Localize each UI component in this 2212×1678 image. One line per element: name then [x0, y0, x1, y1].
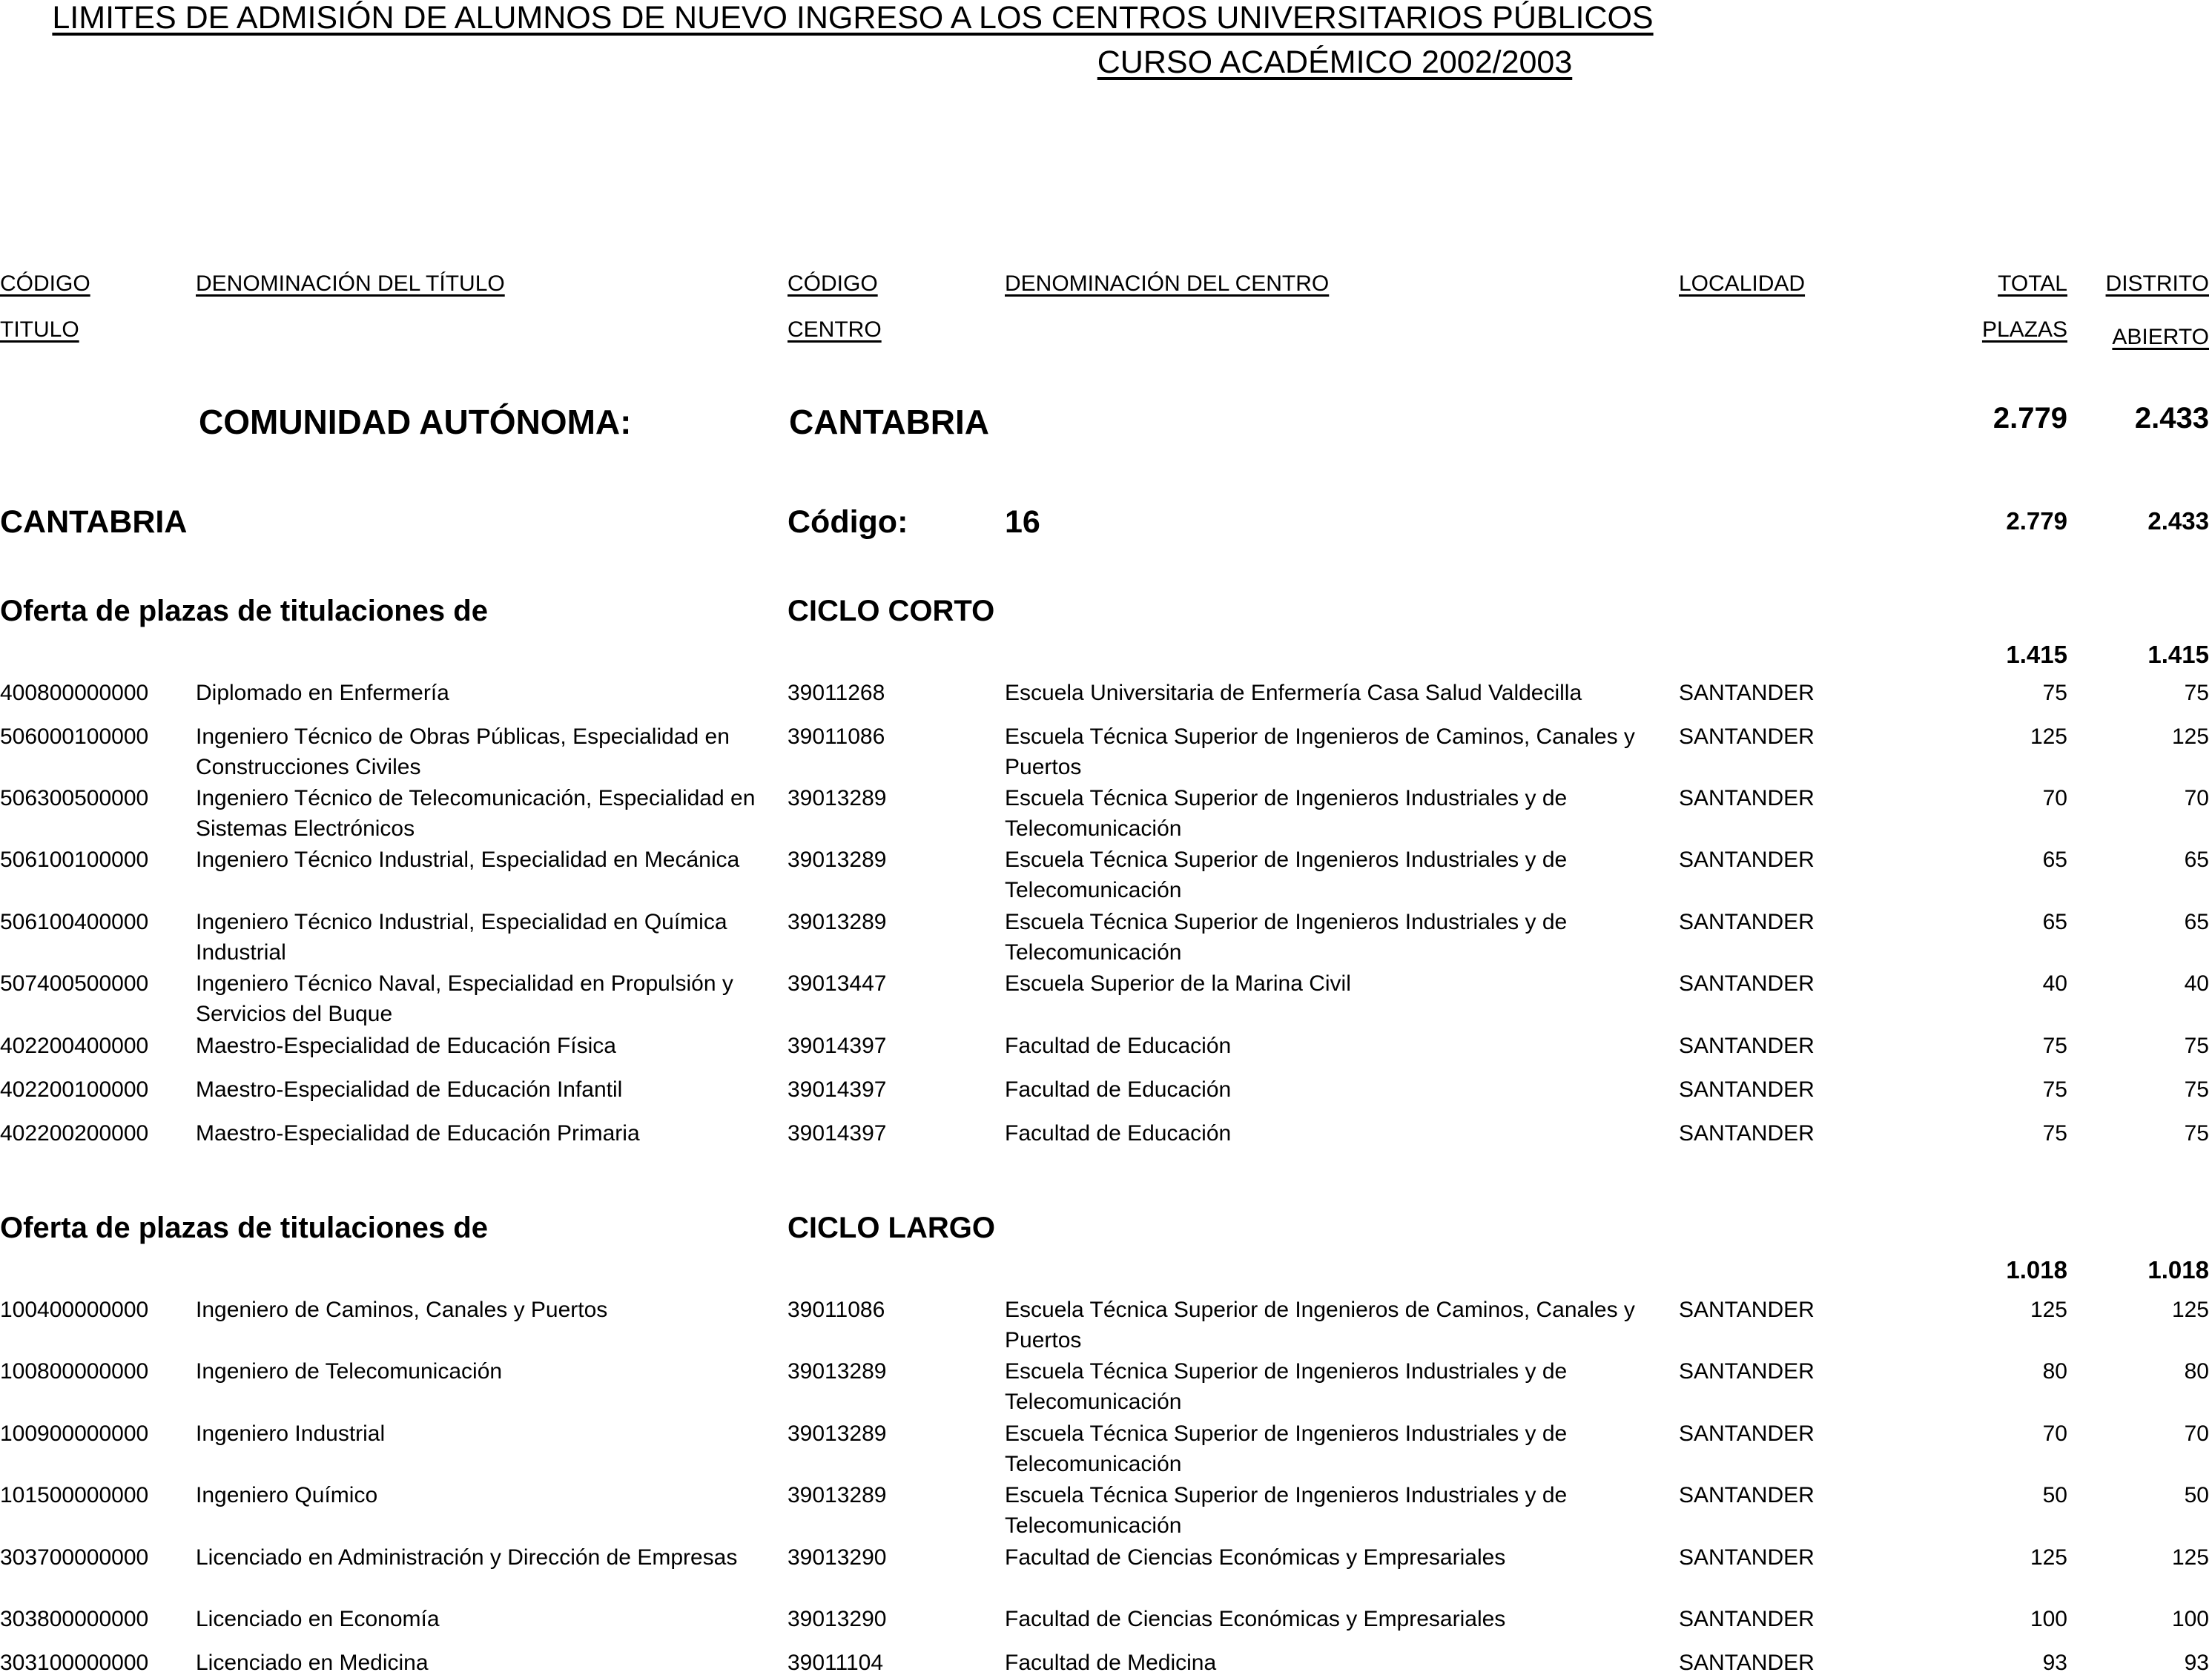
- row-localidad: SANTANDER: [1679, 1034, 1815, 1058]
- comunidad-distrito: 2.433: [2134, 402, 2209, 435]
- row-denominacion-titulo: Ingeniero Técnico Industrial, Especialidad en Mecánica: [196, 848, 740, 872]
- section-ciclo: CICLO CORTO: [788, 595, 995, 627]
- row-localidad: SANTANDER: [1679, 910, 1815, 934]
- row-codigo-titulo: 507400500000: [0, 971, 149, 996]
- row-denominacion-titulo: Maestro-Especialidad de Educación Física: [196, 1034, 616, 1058]
- header-localidad: LOCALIDAD: [1679, 271, 1806, 296]
- universidad-codigo-label: Código:: [788, 504, 908, 540]
- row-localidad: SANTANDER: [1679, 1651, 1815, 1675]
- row-total-plazas: 100: [2030, 1607, 2067, 1631]
- row-localidad: SANTANDER: [1679, 971, 1815, 996]
- row-total-plazas: 70: [2042, 786, 2067, 810]
- header-centro: CENTRO: [788, 317, 882, 342]
- row-codigo-centro: 39013289: [788, 910, 887, 934]
- row-codigo-titulo: 100900000000: [0, 1421, 149, 1446]
- row-denominacion-centro: Facultad de Medicina: [1005, 1651, 1217, 1675]
- universidad-codigo: 16: [1005, 504, 1040, 540]
- row-distrito-abierto: 100: [2171, 1607, 2209, 1631]
- universidad-total: 2.779: [2006, 507, 2067, 535]
- row-denominacion-centro: Facultad de Ciencias Económicas y Empresariales: [1005, 1607, 1506, 1631]
- row-localidad: SANTANDER: [1679, 786, 1815, 810]
- row-distrito-abierto: 93: [2184, 1651, 2209, 1675]
- row-denominacion-titulo: Maestro-Especialidad de Educación Infantil: [196, 1077, 623, 1102]
- row-denominacion-centro: Escuela Técnica Superior de Ingenieros de Caminos, Canales y Puertos: [1005, 724, 1635, 779]
- row-total-plazas: 80: [2042, 1359, 2067, 1384]
- row-total-plazas: 75: [2042, 1077, 2067, 1102]
- row-localidad: SANTANDER: [1679, 681, 1815, 705]
- row-distrito-abierto: 40: [2184, 971, 2209, 996]
- header-codigo-titulo: CÓDIGO: [0, 271, 90, 296]
- section-label: Oferta de plazas de titulaciones de: [0, 1212, 488, 1244]
- row-denominacion-titulo: Ingeniero Técnico de Obras Públicas, Especialidad en Construcciones Civiles: [196, 724, 730, 779]
- row-codigo-titulo: 100800000000: [0, 1359, 149, 1384]
- row-denominacion-titulo: Ingeniero Químico: [196, 1483, 378, 1507]
- header-total: TOTAL: [1998, 271, 2067, 296]
- row-codigo-centro: 39014397: [788, 1077, 887, 1102]
- row-total-plazas: 70: [2042, 1421, 2067, 1446]
- row-codigo-centro: 39013447: [788, 971, 887, 996]
- header-denominacion-centro: DENOMINACIÓN DEL CENTRO: [1005, 271, 1330, 296]
- row-codigo-centro: 39013289: [788, 786, 887, 810]
- row-denominacion-titulo: Maestro-Especialidad de Educación Primaria: [196, 1121, 640, 1146]
- row-codigo-titulo: 400800000000: [0, 681, 149, 705]
- row-denominacion-centro: Facultad de Ciencias Económicas y Empresariales: [1005, 1545, 1506, 1570]
- row-distrito-abierto: 125: [2171, 1545, 2209, 1570]
- row-total-plazas: 65: [2042, 848, 2067, 872]
- row-localidad: SANTANDER: [1679, 1545, 1815, 1570]
- row-distrito-abierto: 75: [2184, 681, 2209, 705]
- section-ciclo: CICLO LARGO: [788, 1212, 995, 1244]
- row-denominacion-titulo: Ingeniero Técnico Naval, Especialidad en Propulsión y Servicios del Buque: [196, 971, 733, 1026]
- header-titulo: TITULO: [0, 317, 79, 342]
- row-denominacion-centro: Escuela Superior de la Marina Civil: [1005, 971, 1351, 996]
- row-codigo-titulo: 506300500000: [0, 786, 149, 810]
- row-denominacion-titulo: Licenciado en Economía: [196, 1607, 440, 1631]
- row-codigo-titulo: 100400000000: [0, 1298, 149, 1322]
- row-codigo-centro: 39013289: [788, 1421, 887, 1446]
- row-total-plazas: 75: [2042, 1121, 2067, 1146]
- row-distrito-abierto: 75: [2184, 1034, 2209, 1058]
- universidad-name: CANTABRIA: [0, 504, 188, 540]
- header-codigo-centro: CÓDIGO: [788, 271, 878, 296]
- row-distrito-abierto: 75: [2184, 1077, 2209, 1102]
- row-distrito-abierto: 50: [2184, 1483, 2209, 1507]
- row-denominacion-centro: Facultad de Educación: [1005, 1121, 1232, 1146]
- row-codigo-centro: 39013290: [788, 1607, 887, 1631]
- row-denominacion-titulo: Ingeniero de Telecomunicación: [196, 1359, 503, 1384]
- row-codigo-centro: 39013289: [788, 848, 887, 872]
- row-total-plazas: 75: [2042, 1034, 2067, 1058]
- section-total: 1.415: [2006, 641, 2067, 668]
- row-codigo-titulo: 402200100000: [0, 1077, 149, 1102]
- row-codigo-titulo: 303700000000: [0, 1545, 149, 1570]
- row-distrito-abierto: 65: [2184, 910, 2209, 934]
- row-denominacion-titulo: Diplomado en Enfermería: [196, 681, 449, 705]
- row-localidad: SANTANDER: [1679, 1298, 1815, 1322]
- row-codigo-centro: 39014397: [788, 1034, 887, 1058]
- universidad-distrito: 2.433: [2147, 507, 2209, 535]
- row-codigo-titulo: 402200400000: [0, 1034, 149, 1058]
- row-distrito-abierto: 80: [2184, 1359, 2209, 1384]
- row-denominacion-centro: Escuela Técnica Superior de Ingenieros de Caminos, Canales y Puertos: [1005, 1298, 1635, 1352]
- row-codigo-titulo: 303800000000: [0, 1607, 149, 1631]
- row-total-plazas: 65: [2042, 910, 2067, 934]
- row-total-plazas: 93: [2042, 1651, 2067, 1675]
- row-codigo-titulo: 402200200000: [0, 1121, 149, 1146]
- row-codigo-titulo: 303100000000: [0, 1651, 149, 1675]
- row-codigo-centro: 39013289: [788, 1359, 887, 1384]
- row-codigo-titulo: 101500000000: [0, 1483, 149, 1507]
- row-denominacion-titulo: Ingeniero Técnico Industrial, Especialidad en Química Industrial: [196, 910, 727, 965]
- row-total-plazas: 125: [2030, 1298, 2067, 1322]
- row-codigo-centro: 39013290: [788, 1545, 887, 1570]
- header-distrito: DISTRITO: [2105, 271, 2209, 296]
- document-subtitle: CURSO ACADÉMICO 2002/2003: [1097, 44, 1573, 80]
- row-localidad: SANTANDER: [1679, 1483, 1815, 1507]
- row-codigo-titulo: 506100100000: [0, 848, 149, 872]
- row-denominacion-centro: Facultad de Educación: [1005, 1077, 1232, 1102]
- row-denominacion-centro: Escuela Universitaria de Enfermería Casa Salud Valdecilla: [1005, 681, 1582, 705]
- row-denominacion-centro: Escuela Técnica Superior de Ingenieros Industriales y de Telecomunicación: [1005, 848, 1568, 902]
- header-denominacion-titulo: DENOMINACIÓN DEL TÍTULO: [196, 271, 505, 296]
- row-denominacion-centro: Escuela Técnica Superior de Ingenieros Industriales y de Telecomunicación: [1005, 1421, 1568, 1476]
- row-denominacion-titulo: Ingeniero Técnico de Telecomunicación, Especialidad en Sistemas Electrónicos: [196, 786, 756, 841]
- row-localidad: SANTANDER: [1679, 1607, 1815, 1631]
- row-codigo-centro: 39011104: [788, 1651, 884, 1675]
- row-denominacion-titulo: Ingeniero Industrial: [196, 1421, 386, 1446]
- row-total-plazas: 125: [2030, 724, 2067, 749]
- row-total-plazas: 125: [2030, 1545, 2067, 1570]
- section-total: 1.018: [2006, 1256, 2067, 1284]
- row-denominacion-centro: Escuela Técnica Superior de Ingenieros Industriales y de Telecomunicación: [1005, 910, 1568, 965]
- row-distrito-abierto: 70: [2184, 786, 2209, 810]
- section-distrito: 1.018: [2147, 1256, 2209, 1284]
- row-codigo-centro: 39011086: [788, 724, 885, 749]
- row-denominacion-titulo: Licenciado en Administración y Dirección de Empresas: [196, 1545, 738, 1570]
- row-codigo-titulo: 506100400000: [0, 910, 149, 934]
- row-codigo-centro: 39011268: [788, 681, 885, 705]
- section-label: Oferta de plazas de titulaciones de: [0, 595, 488, 627]
- row-total-plazas: 50: [2042, 1483, 2067, 1507]
- row-denominacion-titulo: Licenciado en Medicina: [196, 1651, 429, 1675]
- row-denominacion-centro: Escuela Técnica Superior de Ingenieros Industriales y de Telecomunicación: [1005, 1359, 1568, 1414]
- comunidad-label: COMUNIDAD AUTÓNOMA:: [199, 403, 632, 441]
- row-total-plazas: 40: [2042, 971, 2067, 996]
- row-distrito-abierto: 75: [2184, 1121, 2209, 1146]
- row-localidad: SANTANDER: [1679, 1421, 1815, 1446]
- comunidad-name: CANTABRIA: [789, 403, 990, 441]
- row-denominacion-titulo: Ingeniero de Caminos, Canales y Puertos: [196, 1298, 608, 1322]
- row-localidad: SANTANDER: [1679, 848, 1815, 872]
- row-denominacion-centro: Escuela Técnica Superior de Ingenieros Industriales y de Telecomunicación: [1005, 786, 1568, 841]
- row-codigo-centro: 39013289: [788, 1483, 887, 1507]
- row-localidad: SANTANDER: [1679, 1077, 1815, 1102]
- header-plazas: PLAZAS: [1981, 317, 2067, 342]
- comunidad-total: 2.779: [1993, 402, 2067, 435]
- row-localidad: SANTANDER: [1679, 724, 1815, 749]
- row-denominacion-centro: Facultad de Educación: [1005, 1034, 1232, 1058]
- section-distrito: 1.415: [2147, 641, 2209, 668]
- row-codigo-centro: 39014397: [788, 1121, 887, 1146]
- row-codigo-titulo: 506000100000: [0, 724, 149, 749]
- row-distrito-abierto: 125: [2171, 724, 2209, 749]
- row-denominacion-centro: Escuela Técnica Superior de Ingenieros Industriales y de Telecomunicación: [1005, 1483, 1568, 1538]
- document-title: LIMITES DE ADMISIÓN DE ALUMNOS DE NUEVO INGRESO A LOS CENTROS UNIVERSITARIOS PÚBLICOS: [52, 0, 1654, 36]
- row-total-plazas: 75: [2042, 681, 2067, 705]
- row-distrito-abierto: 65: [2184, 848, 2209, 872]
- row-distrito-abierto: 125: [2171, 1298, 2209, 1322]
- row-localidad: SANTANDER: [1679, 1121, 1815, 1146]
- row-codigo-centro: 39011086: [788, 1298, 885, 1322]
- header-abierto: ABIERTO: [2112, 325, 2209, 349]
- row-distrito-abierto: 70: [2184, 1421, 2209, 1446]
- row-localidad: SANTANDER: [1679, 1359, 1815, 1384]
